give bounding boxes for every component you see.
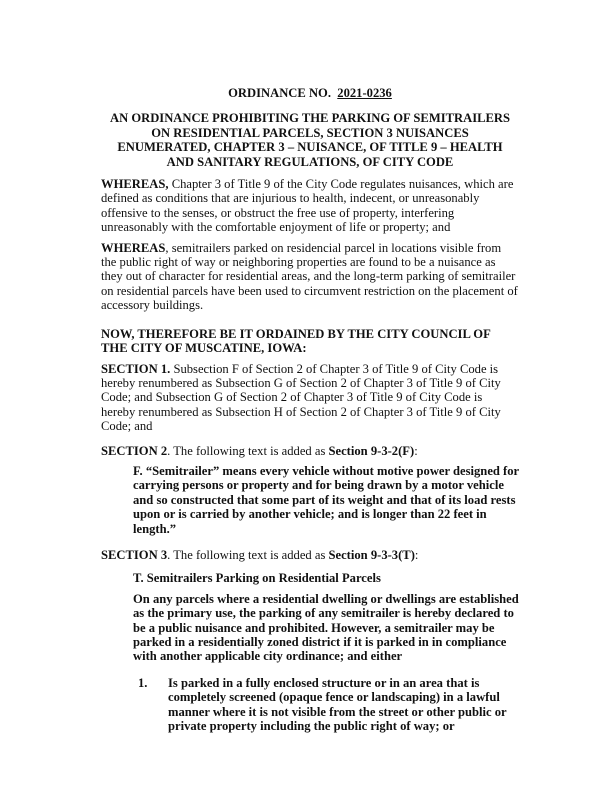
whereas-text: , semitrailers parked on residencial parcel in locations visible from the public right of way or neighboring properties are found to be a nuisance as they out of character for residential areas, and the long-term parking of semitrailer on residential parcels have been used to circumvent restriction on the placement of accessory buildings. bbox=[101, 240, 518, 313]
section-2-text: . The following text is added as bbox=[167, 443, 329, 458]
ordinance-title: AN ORDINANCE PROHIBITING THE PARKING OF SEMITRAILERS ON RESIDENTIAL PARCELS, SECTION 3 NUISANCES ENUMERATED, CHAPTER 3 – NUISANCE, OF TITLE 9 – HEALTH AND SANITARY REGULATIONS, OF CITY CODE bbox=[109, 111, 511, 169]
section-3 bbox=[101, 548, 519, 562]
punctuation: : bbox=[414, 443, 418, 458]
ordinance-number-value: 2021-0236 bbox=[337, 86, 392, 100]
section-3-ref: Section 9-3-3(T) bbox=[328, 547, 415, 562]
section-2-ref: Section 9-3-2(F) bbox=[328, 443, 415, 458]
document-page bbox=[101, 86, 519, 733]
section-1 bbox=[101, 362, 519, 434]
section-3-body: On any parcels where a residential dwelling or dwellings are established as the primary use, the parking of any semitrailer is hereby declared to be a public nuisance and prohibited. However, a semitrailer may be parked in a residentially zoned district if it is parked in in compliance with another applicable city ordinance; and either bbox=[133, 591, 519, 664]
section-3-subheading: T. Semitrailers Parking on Residential Parcels bbox=[133, 571, 381, 586]
section-3-lead: SECTION 3 bbox=[101, 547, 168, 562]
ordinance-number-label: ORDINANCE NO. bbox=[228, 86, 331, 100]
whereas-text: Chapter 3 of Title 9 of the City Code regulates nuisances, which are defined as conditions that are injurious to health, indecent, or unreasonably offensive to the senses, or obstruct the free use of property, interfering unreasonably with the comfortable enjoyment of life or property; and bbox=[101, 177, 514, 235]
whereas-lead: WHEREAS bbox=[101, 240, 166, 255]
list-item-text: Is parked in a fully enclosed structure or in an area that is completely screened (opaque fence or landscaping) in a lawful manner where it is not visible from the street or other public or private property including the public right of way; or bbox=[168, 675, 507, 734]
list-item bbox=[138, 675, 519, 734]
whereas-paragraph-2 bbox=[101, 241, 519, 313]
list-item-number: 1. bbox=[138, 675, 148, 690]
section-3-text: . The following text is added as bbox=[167, 547, 329, 562]
section-1-lead: SECTION 1. bbox=[101, 361, 171, 376]
section-2-lead: SECTION 2 bbox=[101, 443, 168, 458]
section-1-text: Subsection F of Section 2 of Chapter 3 of Title 9 of City Code is hereby renumbered as Subsection G of Section 2 of Chapter 3 of Title 9 of City Code; and Subsection G of Section 2 of Chapter 3 of Title 9 of City Code is hereby renumbered as Subsection H of Section 2 of Chapter 3 of Title 9 of City Code; and bbox=[101, 361, 501, 434]
ordained-clause: NOW, THEREFORE BE IT ORDAINED BY THE CITY COUNCIL OF THE CITY OF MUSCATINE, IOWA: bbox=[101, 326, 491, 356]
ordinance-number bbox=[101, 86, 519, 100]
whereas-lead: WHEREAS, bbox=[101, 177, 169, 192]
section-2 bbox=[101, 444, 519, 458]
whereas-paragraph-1 bbox=[101, 177, 519, 235]
semitrailer-definition: F. “Semitrailer” means every vehicle without motive power designed for carrying persons or property and for being drawn by a motor vehicle and so constructed that some part of its weight and that of its load rests upon or is carried by another vehicle; and is longer than 22 feet in length.” bbox=[133, 463, 519, 536]
punctuation: : bbox=[414, 547, 419, 562]
